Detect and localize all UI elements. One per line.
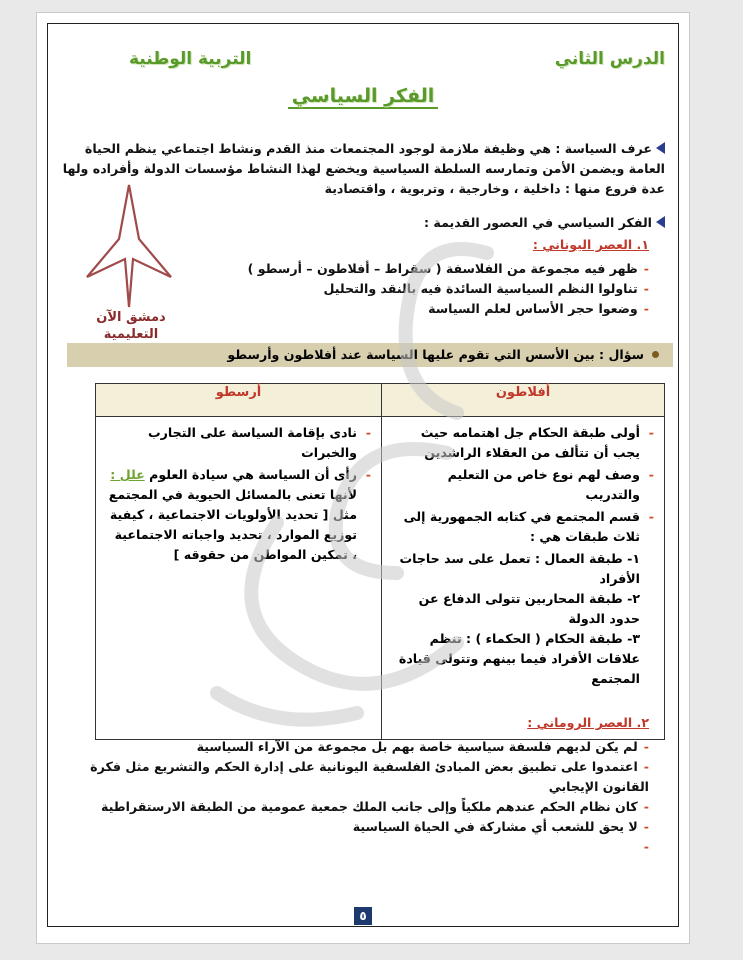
definition-line: عرف السياسة : هي وظيفة ملازمة لوجود المجتمعات منذ القدم ونشاط اجتماعي ينظم الحياة	[61, 139, 665, 159]
table-row	[96, 417, 665, 740]
greek-list	[217, 259, 649, 319]
list-item: -اعتمدوا على تطبيق بعض المبادئ الفلسفية اليونانية على إدارة الحكم والتشريع مثل فكرة القانون الإيجابي	[90, 759, 649, 794]
subject-name: التربية الوطنية	[129, 49, 252, 69]
page-number	[37, 905, 689, 925]
dot-bullet-icon	[652, 351, 659, 358]
list-item: -لا يحق للشعب أي مشاركة في الحياة السياسية	[352, 819, 649, 834]
header-plato: أفلاطون	[382, 384, 665, 417]
greek-era-label: ١. العصر اليوناني :	[532, 237, 649, 252]
arrow-bullet-icon	[656, 142, 665, 154]
comparison-table	[95, 383, 665, 740]
roman-era-label: ٢. العصر الروماني :	[527, 715, 649, 730]
plato-item: - أولى طبقة الحكام جل اهتمامه حيث يجب أن تتألف من العقلاء الراشدين	[392, 423, 654, 463]
list-item: -	[643, 839, 649, 854]
ancient-heading: الفكر السياسي في العصور القديمة :	[61, 213, 665, 233]
list-item: -تناولوا النظم السياسية السائدة فيه بالنقد والتحليل	[323, 281, 649, 296]
list-item: -وضعوا حجر الأساس لعلم السياسة	[428, 301, 649, 316]
aristotle-item: - نادى بإقامة السياسة على التجارب والخبرات	[106, 423, 371, 463]
table-header-row	[96, 384, 665, 417]
aristotle-item: - رأى أن السياسة هي سيادة العلوم علل : لأنها تعنى بالمسائل الحيوية في المجتمع مثل [ تحديد الأولويات الاجتماعية ، كيفية توزيع الموارد ، تحديد واجباته الاجتماعية ، تمكين المواطن من حقوقه ]	[106, 465, 371, 565]
lesson-number: الدرس الثاني	[554, 49, 665, 69]
roman-list	[65, 737, 649, 857]
header-aristotle: أرسطو	[96, 384, 382, 417]
list-item: -كان نظام الحكم عندهم ملكياً وإلى جانب الملك جمعية عمومية من الطبقة الارستقراطية	[100, 799, 649, 814]
logo-text	[71, 309, 191, 343]
definition-line: عدة فروع منها : داخلية ، وخارجية ، وتربوية ، واقتصادية	[324, 181, 665, 196]
question-text: سؤال : بين الأسس التي تقوم عليها السياسة عند أفلاطون وأرسطو	[227, 347, 644, 362]
plato-item: - قسم المجتمع في كتابه الجمهورية إلى ثلاث طبقات هي :	[392, 507, 654, 547]
logo-line-2: التعليمية	[103, 327, 159, 342]
plato-class: ٣- طبقة الحكام ( الحكماء ) : تنظم علاقات الأفراد فيما بينهم وتتولى قيادة المجتمع	[398, 631, 640, 686]
page-title	[37, 85, 689, 107]
plato-class: ١- طبقة العمال : تعمل على سد حاجات الأفراد	[399, 551, 640, 586]
page-title-text: الفكر السياسي	[288, 85, 439, 109]
star-logo-icon	[83, 181, 175, 311]
arrow-bullet-icon	[656, 216, 665, 228]
plato-class: ٢- طبقة المحاربين تتولى الدفاع عن حدود الدولة	[418, 591, 640, 626]
page-number-text: ٥	[354, 907, 371, 925]
plato-item: - وصف لهم نوع خاص من التعليم والتدريب	[392, 465, 654, 505]
list-item: -لم يكن لديهم فلسفة سياسية خاصة بهم بل مجموعة من الآراء السياسية	[196, 739, 649, 754]
aristotle-cell	[96, 417, 382, 740]
logo-line-1: دمشق الآن	[96, 310, 166, 325]
document-page	[36, 12, 690, 944]
list-item: -ظهر فيه مجموعة من الفلاسفة ( سقراط – أفلاطون – أرسطو )	[247, 261, 649, 276]
question-bar	[67, 343, 673, 367]
definition-line: العامة ويضمن الأمن وتمارسه السلطة السياسية ويخضع لهذا النشاط مؤسسات الدولة وأفراده ولها	[62, 161, 665, 176]
plato-cell	[382, 417, 665, 740]
